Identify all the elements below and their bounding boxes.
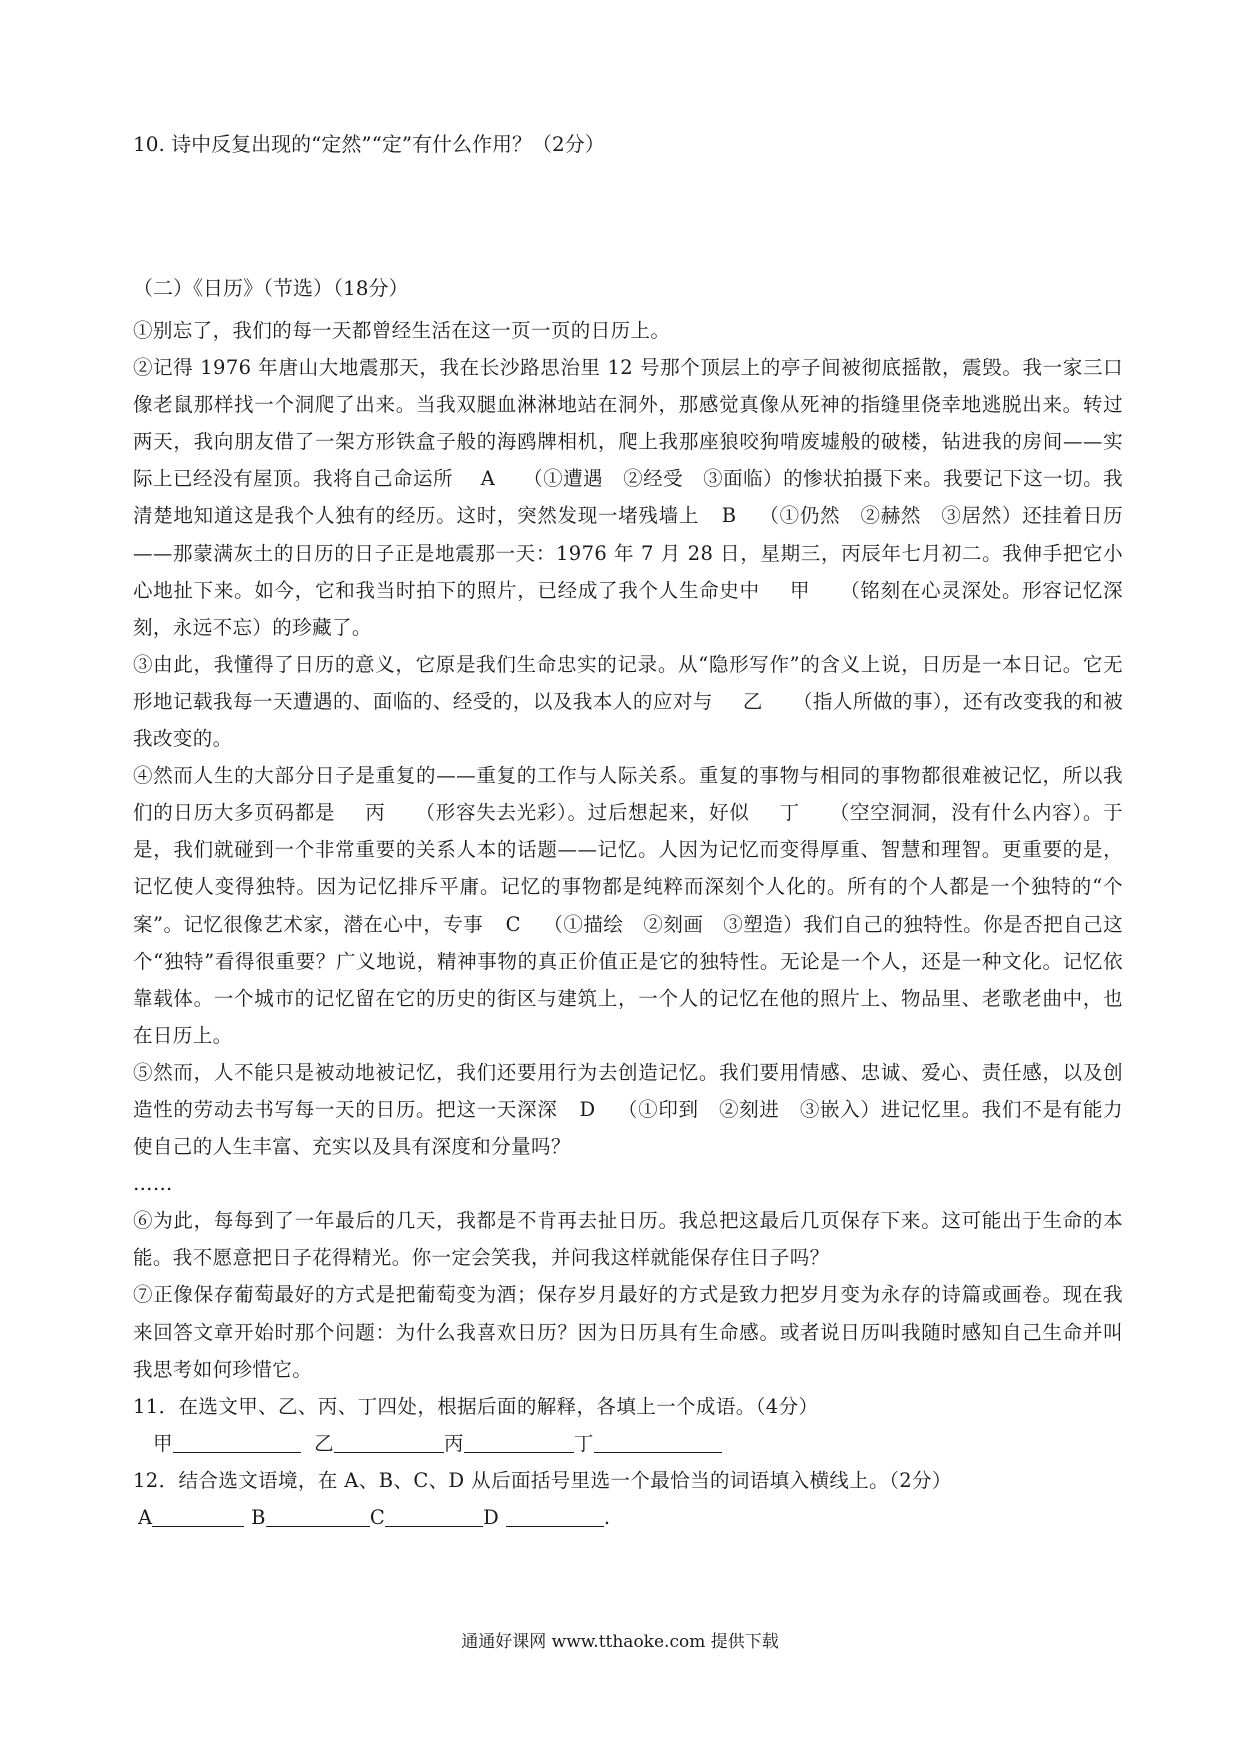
question-10: 10. 诗中反复出现的“定然”“定”有什么作用？（2分） xyxy=(133,132,605,156)
label-ding: 丁 xyxy=(573,1431,594,1455)
label-a: A xyxy=(138,1506,153,1529)
page-footer: 通通好课网 www.tthaoke.com 提供下载 xyxy=(461,1632,779,1652)
label-yi: 乙 xyxy=(314,1431,335,1455)
options-a: （①遭遇 ②经受 ③面临） xyxy=(523,467,784,491)
blank-marker-b: B xyxy=(721,504,737,528)
blank-marker-bing: 丙 xyxy=(365,801,386,825)
answer-row-12 xyxy=(133,1499,1123,1536)
question-11: 11．在选文甲、乙、丙、丁四处，根据后面的解释，各填上一个成语。（4分） xyxy=(133,1394,819,1418)
trailing-period: . xyxy=(603,1506,611,1529)
section-title: （二）《日历》（节选）（18分） xyxy=(133,276,409,300)
blank-marker-ding: 丁 xyxy=(779,801,800,825)
answer-blank-c[interactable] xyxy=(385,1506,483,1527)
label-b: B xyxy=(251,1506,266,1529)
paragraph-4: ④然而人生的大部分日子是重复的——重复的工作与人际关系。重复的事物与相同的事物都很难被记忆，所以我们的日历大多页码都是 丙 （形容失去光彩）。过后想起来，好似 丁 （空空洞洞，没有什么内容）。于是，我们就碰到一个非常重要的关系人本的话题——记忆。人因为记忆而变得厚重、智慧和理智。更重要的是，记忆使人变得独特。因为记忆排斥平庸。记忆的事物都是纯粹而深刻个人化的。所有的个人都是一个独特的“个案”。记忆很像艺术家，潜在心中，专事 C （①描绘 ②刻画 ③塑造）我们自己的独特性。你是否把自己这个“独特”看得很重要？广义地说，精神事物的真正价值正是它的独特性。无论是一个人，还是一种文化。记忆依靠载体。一个城市的记忆留在它的历史的街区与建筑上，一个人的记忆在他的照片上、物品里、老歌老曲中，也在日历上。 xyxy=(133,764,1124,1047)
label-jia: 甲 xyxy=(153,1431,173,1455)
answer-blank-ding[interactable] xyxy=(594,1432,722,1453)
question-12: 12．结合选文语境，在 A、B、C、D 从后面括号里选一个最恰当的词语填入横线上。（2分） xyxy=(133,1468,952,1492)
answer-row-11 xyxy=(133,1425,1123,1462)
paragraph-6: ⑥为此，每每到了一年最后的几天，我都是不肯再去扯日历。我总把这最后几页保存下来。这可能出于生命的本能。我不愿意把日子花得精光。你一定会笑我，并问我这样就能保存住日子吗？ xyxy=(133,1209,1123,1270)
blank-marker-yi: 乙 xyxy=(742,689,763,713)
label-c: C xyxy=(369,1506,386,1529)
answer-blank-b[interactable] xyxy=(266,1506,370,1527)
answer-blank-yi[interactable] xyxy=(334,1432,444,1453)
blank-marker-d: D xyxy=(579,1097,596,1121)
reading-passage xyxy=(133,312,1123,1536)
paragraph-3: ③由此，我懂得了日历的意义，它原是我们生命忠实的记录。从“隐形写作”的含义上说，日历是一本日记。它无形地记载我每一天遭遇的、面临的、经受的，以及我本人的应对与 乙 （指人所做的事），还有改变我的和被我改变的。 xyxy=(133,652,1123,751)
paragraph-7: ⑦正像保存葡萄最好的方式是把葡萄变为酒；保存岁月最好的方式是致力把岁月变为永存的诗篇或画卷。现在我来回答文章开始时那个问题：为什么我喜欢日历？因为日历具有生命感。或者说日历叫我随时感知自己生命并叫我思考如何珍惜它。 xyxy=(133,1283,1123,1381)
options-b: （①仍然 ②赫然 ③居然） xyxy=(759,504,1023,528)
answer-blank-bing[interactable] xyxy=(464,1432,574,1453)
answer-blank-d[interactable] xyxy=(506,1506,604,1527)
blank-marker-jia: 甲 xyxy=(789,578,810,602)
answer-blank-jia[interactable] xyxy=(173,1432,301,1453)
options-d: （①印到 ②刻进 ③嵌入） xyxy=(617,1097,881,1121)
paragraph-2: ②记得 1976 年唐山大地震那天，我在长沙路思治里 12 号那个顶层上的亭子间被彻底摇散，震毁。我一家三口像老鼠那样找一个洞爬了出来。当我双腿血淋淋地站在洞外，那感觉真像从死神的指缝里侥幸地逃脱出来。转过两天，我向朋友借了一架方形铁盒子般的海鸥牌相机，爬上我那座狼咬狗啃废墟般的破楼，钻进我的房间——实际上已经没有屋顶。我将自己命运所 A （①遭遇 ②经受 ③面临）的惨状拍摄下来。我要记下这一切。我清楚地知道这是我个人独有的经历。这时，突然发现一堵残墙上 B （①仍然 ②赫然 ③居然）还挂着日历——那蒙满灰土的日历的日子正是地震那一天：1976 年 7 月 28 日，星期三，丙辰年七月初二。我伸手把它小心地扯下来。如今，它和我当时拍下的照片，已经成了我个人生命史中 甲 （铭刻在心灵深处。形容记忆深刻，永远不忘）的珍藏了。 xyxy=(133,356,1123,639)
answer-blank-a[interactable] xyxy=(152,1506,244,1527)
options-c: （①描绘 ②刻画 ③塑造） xyxy=(543,912,804,936)
paragraph-5: ⑤然而，人不能只是被动地被记忆，我们还要用行为去创造记忆。我们要用情感、忠诚、爱心、责任感，以及创造性的劳动去书写每一天的日历。把这一天深深 D （①印到 ②刻进 ③嵌入）进记忆里。我们不是有能力使自己的人生丰富、充实以及具有深度和分量吗？ xyxy=(133,1060,1123,1159)
blank-marker-c: C xyxy=(505,912,521,936)
label-d: D xyxy=(483,1506,500,1529)
label-bing: 丙 xyxy=(444,1431,464,1455)
paragraph-1: ①别忘了，我们的每一天都曾经生活在这一页一页的日历上。 xyxy=(133,319,671,342)
blank-marker-a: A xyxy=(480,467,496,491)
ellipsis: …… xyxy=(133,1172,173,1196)
